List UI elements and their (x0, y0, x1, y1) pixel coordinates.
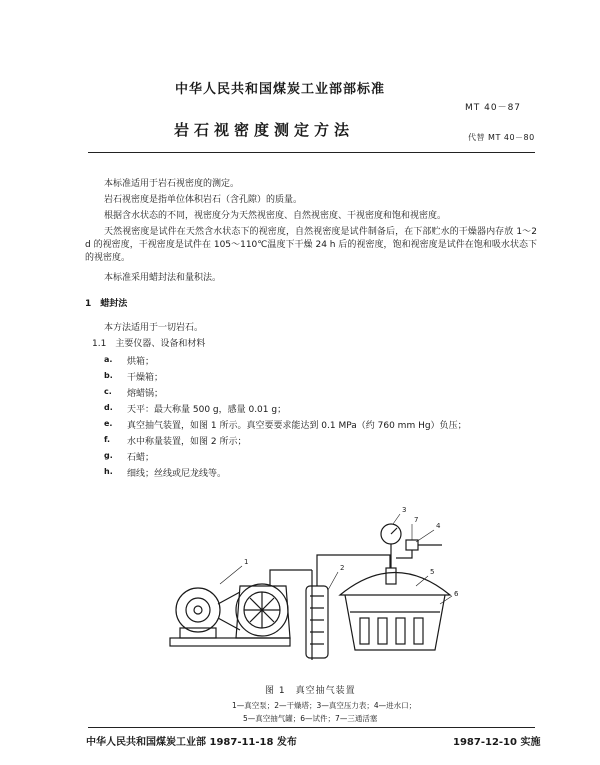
figure-label-2: 2 (340, 564, 345, 572)
list-item-letter: h. (104, 467, 113, 476)
header-divider (88, 152, 535, 153)
vacuum-apparatus-figure (150, 500, 480, 680)
vacuum-jar-drawing (340, 568, 450, 650)
footer-divider (88, 727, 535, 728)
list-item: 石蜡； (127, 453, 155, 463)
list-item-letter: c. (104, 387, 112, 396)
vacuum-pump-drawing (170, 570, 312, 646)
list-item: 干燥箱； (127, 373, 164, 383)
figure-label-7: 7 (414, 516, 419, 524)
figure-label-4: 4 (436, 522, 441, 530)
intro-paragraph: 根据含水状态的不同，视密度分为天然视密度、自然视密度、干视密度和饱和视密度。 (104, 211, 447, 221)
list-item: 烘箱； (127, 357, 155, 367)
list-item: 真空抽气装置，如图 1 所示。真空要要求能达到 0.1 MPa（约 760 mm Hg）负压； (127, 421, 467, 431)
figure-label-5: 5 (430, 568, 435, 576)
issue-date: 中华人民共和国煤炭工业部 1987-11-18 发布 (86, 737, 297, 748)
intro-paragraph: 本标准适用于岩石视密度的测定。 (104, 179, 240, 189)
drying-tower-drawing (306, 555, 390, 660)
list-item-letter: f. (104, 435, 111, 444)
issuing-organization: 中华人民共和国煤炭工业部部标准 (175, 82, 386, 97)
list-item-letter: a. (104, 355, 113, 364)
list-item: 熔蜡锅； (127, 389, 164, 399)
subsection-heading: 1.1 主要仪器、设备和材料 (92, 339, 206, 349)
effective-date: 1987-12-10 实施 (453, 737, 541, 748)
figure-label-3: 3 (402, 506, 407, 514)
figure-legend: 1—真空泵；2—干燥塔；3—真空压力表；4—进水口； (232, 701, 417, 710)
replaces-standard: 代替 MT 40－80 (468, 133, 535, 142)
list-item-letter: g. (104, 451, 113, 460)
list-item: 细线；丝线或尼龙线等。 (127, 469, 227, 479)
document-title: 岩石视密度测定方法 (174, 121, 355, 139)
figure-legend: 5—真空抽气罐；6—试件；7—三通活塞 (243, 714, 378, 723)
section-scope: 本方法适用于一切岩石。 (104, 323, 204, 333)
list-item-letter: b. (104, 371, 113, 380)
figure-label-6: 6 (454, 590, 459, 598)
figure-label-1: 1 (244, 558, 249, 566)
list-item-letter: d. (104, 403, 113, 412)
list-item: 水中称量装置，如图 2 所示； (127, 437, 247, 447)
section-heading: 1 蜡封法 (85, 299, 128, 309)
standard-number: MT 40－87 (465, 103, 522, 113)
list-item-letter: e. (104, 419, 113, 428)
list-item: 天平：最大称量 500 g，感量 0.01 g； (127, 405, 287, 415)
intro-paragraph: 本标准采用蜡封法和量积法。 (104, 273, 222, 283)
figure-caption: 图 1 真空抽气装置 (265, 686, 356, 696)
intro-paragraph: 天然视密度是试件在天然含水状态下的视密度，自然视密度是试件制备后，在下部贮水的干燥器内存放 1～2 d 的视密度，干视密度是试件在 105～110℃温度下干燥 24 h 后的视密度，饱和视密度是试件在饱和吸水状态下的视密度。 (85, 227, 537, 263)
intro-paragraph: 岩石视密度是指单位体积岩石（含孔隙）的质量。 (104, 195, 303, 205)
